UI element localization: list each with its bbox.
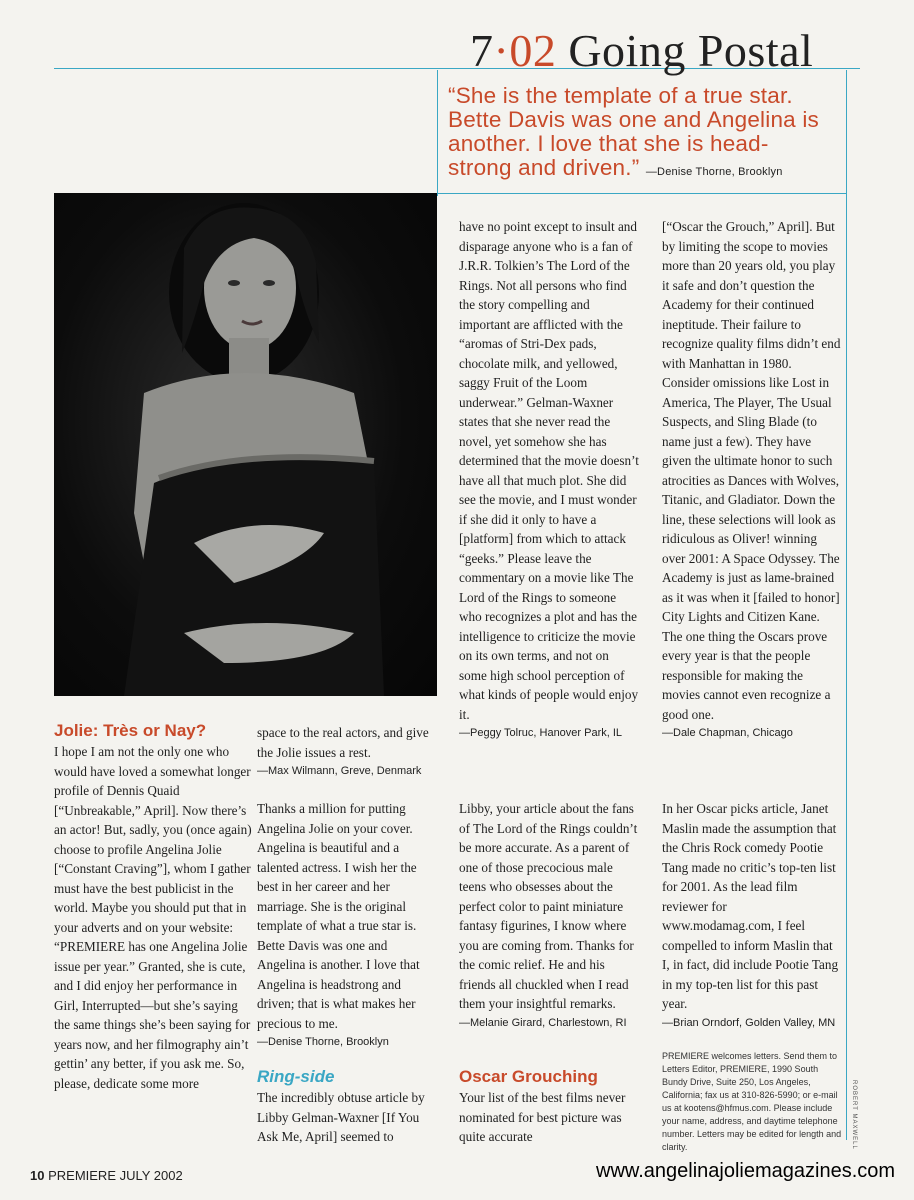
letter-text: [“Oscar the Grouch,” April]. But by limiting the scope to movies more than 20 years old, you play it safe and don’t question the Academy for their continued ineptitude. Their failure to recognize quality films didn’t end with Manhattan in 1980. Consider omissions like Lost in America, The Player, The Usual Suspects, and Sling Blade (to name just a few). They have given the ultimate honor to such atrocities as Dances with Wolves, Titanic, and Gladiator. Down the line, these selections will look as ridiculous as Oliver! winning over 2001: A Space Odyssey. The Academy is just as lame-brained as it was when it [failed to honor] City Lights and Citizen Kane. The one thing the Oscars prove every year is that the people responsible for making the movies cannot even recognize a good one. (662, 219, 841, 722)
pull-quote-attribution: —Denise Thorne, Brooklyn (645, 166, 783, 178)
letter-signature: —Peggy Tolruc, Hanover Park, IL (459, 727, 623, 739)
letter-text: In her Oscar picks article, Janet Maslin made the assumption that the Chris Rock comedy Pootie Tang made no critic’s top-ten list for 2001. As the lead film reviewer for www.modamag.com, I feel compelled to inform Maslin that I, in fact, did include Pootie Tang in my top-ten list for this past year. (662, 801, 839, 1011)
letter-text: I hope I am not the only one who would have loved a somewhat longer profile of Dennis Quaid [“Unbreakable,” April]. Now there’s an actor! But, sadly, you (once again) choose to profile Angelina Jolie [“Constant Craving”], whom I gather must have the best publicist in the world. Maybe you should put that in your adverts and on your website: “PREMIERE has one Angelina Jolie issue per year.” Granted, she is cute, and I did enjoy her performance in Girl, Interrupted—but she’s saying the same things she’s been saying for years now, and her filmography ain’t gettin’ any better, if you ask me. So, please, dedicate some more (54, 744, 252, 1091)
letter-signature: —Melanie Girard, Charlestown, RI (459, 1016, 627, 1029)
letter-text: have no point except to insult and disparage anyone who is a fan of J.R.R. Tolkien’s The Lord of the Rings. Not all persons who find the story compelling and important are afflicted with the “aromas of Stri-Dex pads, chocolate milk, and yellowed, saggy Fruit of the Loom underwear.” Gelman-Waxner states that she never read the novel, yet somehow she has determined that the movie doesn’t have all that much plot. She did see the movie, and I must wonder if she did it only to have a [platform] from which to attack “geeks.” Please leave the commentary on a movie like The Lord of the Rings to someone who recognizes a plot and has the intelligence to criticize the movie on its own terms, and not on some high school perception of what kinds of people would enjoy it. (459, 219, 639, 722)
letters-submission-note: PREMIERE welcomes letters. Send them to Letters Editor, PREMIERE, 1990 South Bundy Drive, Suite 250, Los Angeles, California; fax us at 310-826-5990; or e-mail us at kootens@hfmus.com. Please include your name, address, and daytime telephone number. Letters may be edited for length and clarity. (662, 1051, 842, 1152)
page-title: 7·02 Going Postal (470, 25, 814, 76)
letters-column-3-mid (459, 799, 639, 1033)
portrait-illustration (54, 193, 437, 696)
letter-text: The incredibly obtuse article by Libby Gelman-Waxner [If You Ask Me, April] seemed to (257, 1090, 425, 1144)
letters-column-3-bottom (459, 1066, 639, 1147)
page-folio: 10 PREMIERE JULY 2002 (30, 1168, 183, 1183)
photo-credit: ROBERT MAXWELL (851, 1080, 857, 1150)
letter-text: Thanks a million for putting Angelina Jolie on your cover. Angelina is beautiful and a talented actress. I wish her the best in her career and her marriage. She is the original template of what a true star is. Bette Davis was one and Angelina is another. I love that Angelina is headstrong and driven; that is what makes her precious to me. (257, 801, 420, 1031)
section-heading: Jolie: Très or Nay? (54, 721, 207, 740)
portrait-photo (54, 193, 437, 696)
letters-column-2-top (257, 723, 437, 782)
watermark-url: www.angelinajoliemagazines.com (596, 1160, 896, 1182)
letters-column-3-top (459, 217, 639, 744)
letter-signature: —Dale Chapman, Chicago (662, 727, 793, 739)
letter-signature: —Brian Orndorf, Golden Valley, MN (662, 1016, 836, 1029)
letters-column-1 (54, 720, 254, 1093)
letters-column-2-mid (257, 799, 437, 1053)
vertical-rule-right (846, 70, 847, 1140)
vertical-rule-title (437, 70, 438, 196)
section-heading: Oscar Grouching (459, 1067, 598, 1086)
letters-column-4-mid (662, 799, 842, 1033)
letter-text: Libby, your article about the fans of The Lord of the Rings couldn’t be more accurate. As a parent of one of those precocious male teens who obsesses about the perfect color to paint miniature fantasy figurines, I know where you are coming from. Thanks for the comic relief. He and his friends all chuckled when I read them your insightful remarks. (459, 801, 638, 1011)
letter-text: Your list of the best films never nominated for best picture was quite accurate (459, 1090, 626, 1144)
letter-signature: —Max Wilmann, Greve, Denmark (257, 765, 422, 777)
letters-column-4-top (662, 217, 842, 744)
letter-text: space to the real actors, and give the Jolie issues a rest. (257, 725, 429, 760)
pull-quote: “She is the template of a true star. Bette Davis was one and Angelina is another. I love that she is head-strong and driven.” —Denise Thorne, Brooklyn (448, 83, 819, 180)
letters-column-2-bottom (257, 1066, 437, 1147)
section-heading: Ring-side (257, 1067, 335, 1086)
letter-signature: —Denise Thorne, Brooklyn (257, 1036, 389, 1048)
quote-rule (437, 193, 847, 194)
